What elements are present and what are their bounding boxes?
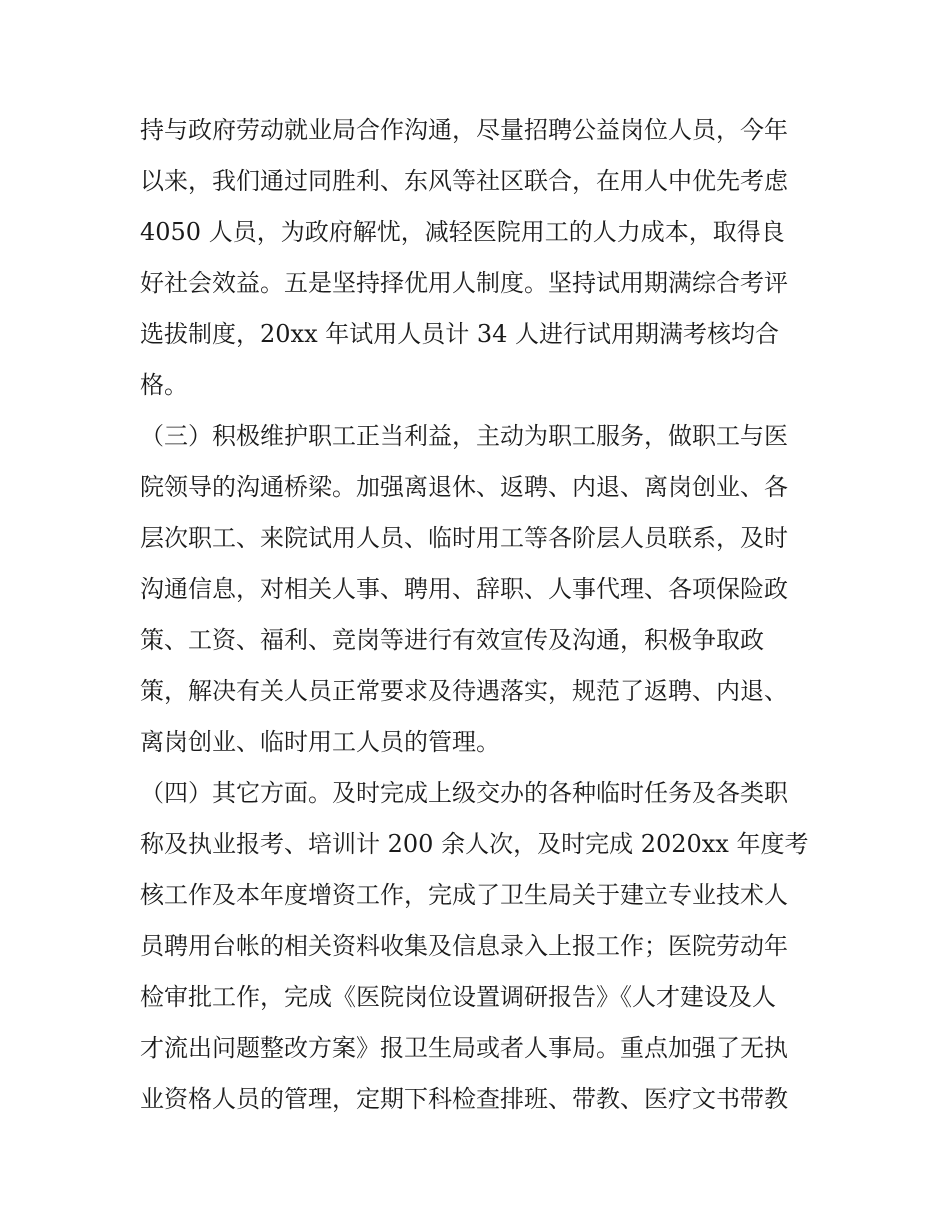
text-line: （四）其它方面。及时完成上级交办的各种临时任务及各类职 bbox=[140, 779, 788, 807]
text-line: 层次职工、来院试用人员、临时用工等各阶层人员联系，及时 bbox=[140, 524, 788, 552]
body-text bbox=[140, 105, 820, 1125]
text-line: 离岗创业、临时用工人员的管理。 bbox=[140, 728, 500, 756]
text-line: 沟通信息，对相关人事、聘用、辞职、人事代理、各项保险政 bbox=[140, 575, 788, 603]
text-line: 院领导的沟通桥梁。加强离退休、返聘、内退、离岗创业、各 bbox=[140, 473, 788, 501]
text-line: 策，解决有关人员正常要求及待遇落实，规范了返聘、内退、 bbox=[140, 677, 788, 705]
text-line: 业资格人员的管理，定期下科检查排班、带教、医疗文书带教 bbox=[140, 1085, 788, 1113]
text-line: 以来，我们通过同胜利、东风等社区联合，在用人中优先考虑 bbox=[140, 167, 788, 195]
text-line: 4050 人员，为政府解忧，减轻医院用工的人力成本，取得良 bbox=[140, 218, 785, 246]
text-line: 好社会效益。五是坚持择优用人制度。坚持试用期满综合考评 bbox=[140, 269, 788, 297]
text-line: 选拔制度，20xx 年试用人员计 34 人进行试用期满考核均合 bbox=[140, 320, 780, 348]
text-line: 检审批工作，完成《医院岗位设置调研报告》《人才建设及人 bbox=[140, 983, 776, 1011]
text-line: （三）积极维护职工正当利益，主动为职工服务，做职工与医 bbox=[140, 422, 788, 450]
text-line: 员聘用台帐的相关资料收集及信息录入上报工作；医院劳动年 bbox=[140, 932, 788, 960]
text-line: 才流出问题整改方案》报卫生局或者人事局。重点加强了无执 bbox=[140, 1034, 788, 1062]
text-line: 策、工资、福利、竞岗等进行有效宣传及沟通，积极争取政 bbox=[140, 626, 764, 654]
text-line: 核工作及本年度增资工作，完成了卫生局关于建立专业技术人 bbox=[140, 881, 788, 909]
text-line: 持与政府劳动就业局合作沟通，尽量招聘公益岗位人员，今年 bbox=[140, 116, 788, 144]
text-line: 格。 bbox=[140, 371, 188, 399]
text-line: 称及执业报考、培训计 200 余人次，及时完成 2020xx 年度考 bbox=[140, 830, 809, 858]
